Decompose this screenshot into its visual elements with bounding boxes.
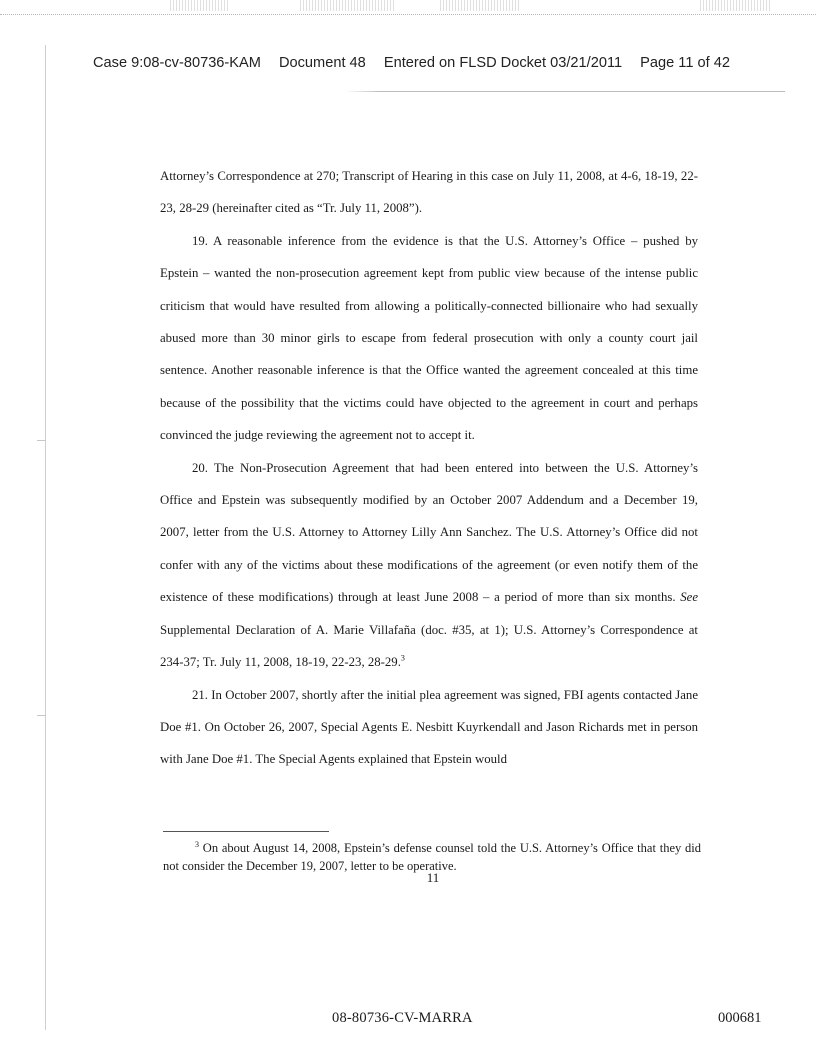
footnote-text: On about August 14, 2008, Epstein’s defense counsel told the U.S. Attorney’s Office that they did not consider the December 19, 2007, letter to be operative. [163, 841, 702, 874]
paragraph-20-citation: Supplemental Declaration of A. Marie Villafaña (doc. #35, at 1); U.S. Attorney’s Correspondence at 234-37; Tr. July 11, 2008, 18-19, 22-23, 28-29. [160, 622, 698, 670]
header-entered-date: Entered on FLSD Docket 03/21/2011 [383, 55, 623, 71]
footnote-reference[interactable]: 3 [400, 653, 405, 663]
footnote-divider [163, 831, 329, 832]
document-body [160, 160, 698, 776]
header-document-number: Document 48 [278, 55, 366, 71]
signal-see: See [680, 590, 698, 605]
scan-margin-tick [37, 715, 46, 716]
header-divider [345, 91, 785, 92]
header-page-count: Page 11 of 42 [640, 55, 730, 71]
header-case-number: Case 9:08-cv-80736-KAM [93, 55, 261, 71]
scan-smudge [440, 0, 520, 11]
scan-margin-tick [37, 440, 46, 441]
paragraph-20 [160, 452, 698, 679]
bates-case-number: 08-80736-CV-MARRA [332, 1010, 473, 1026]
scan-smudge [700, 0, 770, 11]
scan-smudge [170, 0, 230, 11]
docket-header [93, 55, 793, 71]
scan-artifact-top [0, 0, 816, 15]
paragraph-20-text: 20. The Non-Prosecution Agreement that had been entered into between the U.S. Attorney’s Office and Epstein was subsequently modified by an October 2007 Addendum and a December 19, 2007, letter from the U.S. Attorney to Attorney Lilly Ann Sanchez. The U.S. Attorney’s Office did not confer with any of the victims about these modifications of the agreement (or even notify them of the existence of these modifications) through at least June 2008 – a period of more than six months. [160, 460, 698, 605]
footnote-marker: 3 [195, 840, 199, 849]
paragraph-continued: Attorney’s Correspondence at 270; Transcript of Hearing in this case on July 11, 2008, at 4-6, 18-19, 22-23, 28-29 (hereinafter cited as “Tr. July 11, 2008”). [160, 169, 698, 216]
page-number: 11 [426, 870, 440, 885]
scan-smudge [300, 0, 395, 11]
bates-page-id: 000681 [718, 1010, 762, 1026]
paragraph-19: 19. A reasonable inference from the evidence is that the U.S. Attorney’s Office – pushed by Epstein – wanted the non-prosecution agreement kept from public view because of the intense public criticism that would have resulted from allowing a politically-connected billionaire who had sexually abused more than 30 minor girls to escape from federal prosecution with only a county court jail sentence. Another reasonable inference is that the Office wanted the agreement concealed at this time because of the possibility that the victims could have objected to the agreement in court and perhaps convinced the judge reviewing the agreement not to accept it. [160, 233, 698, 443]
paragraph-21: 21. In October 2007, shortly after the initial plea agreement was signed, FBI agents contacted Jane Doe #1. On October 26, 2007, Special Agents E. Nesbitt Kuyrkendall and Jason Richards met in person with Jane Doe #1. The Special Agents explained that Epstein would [160, 687, 698, 767]
